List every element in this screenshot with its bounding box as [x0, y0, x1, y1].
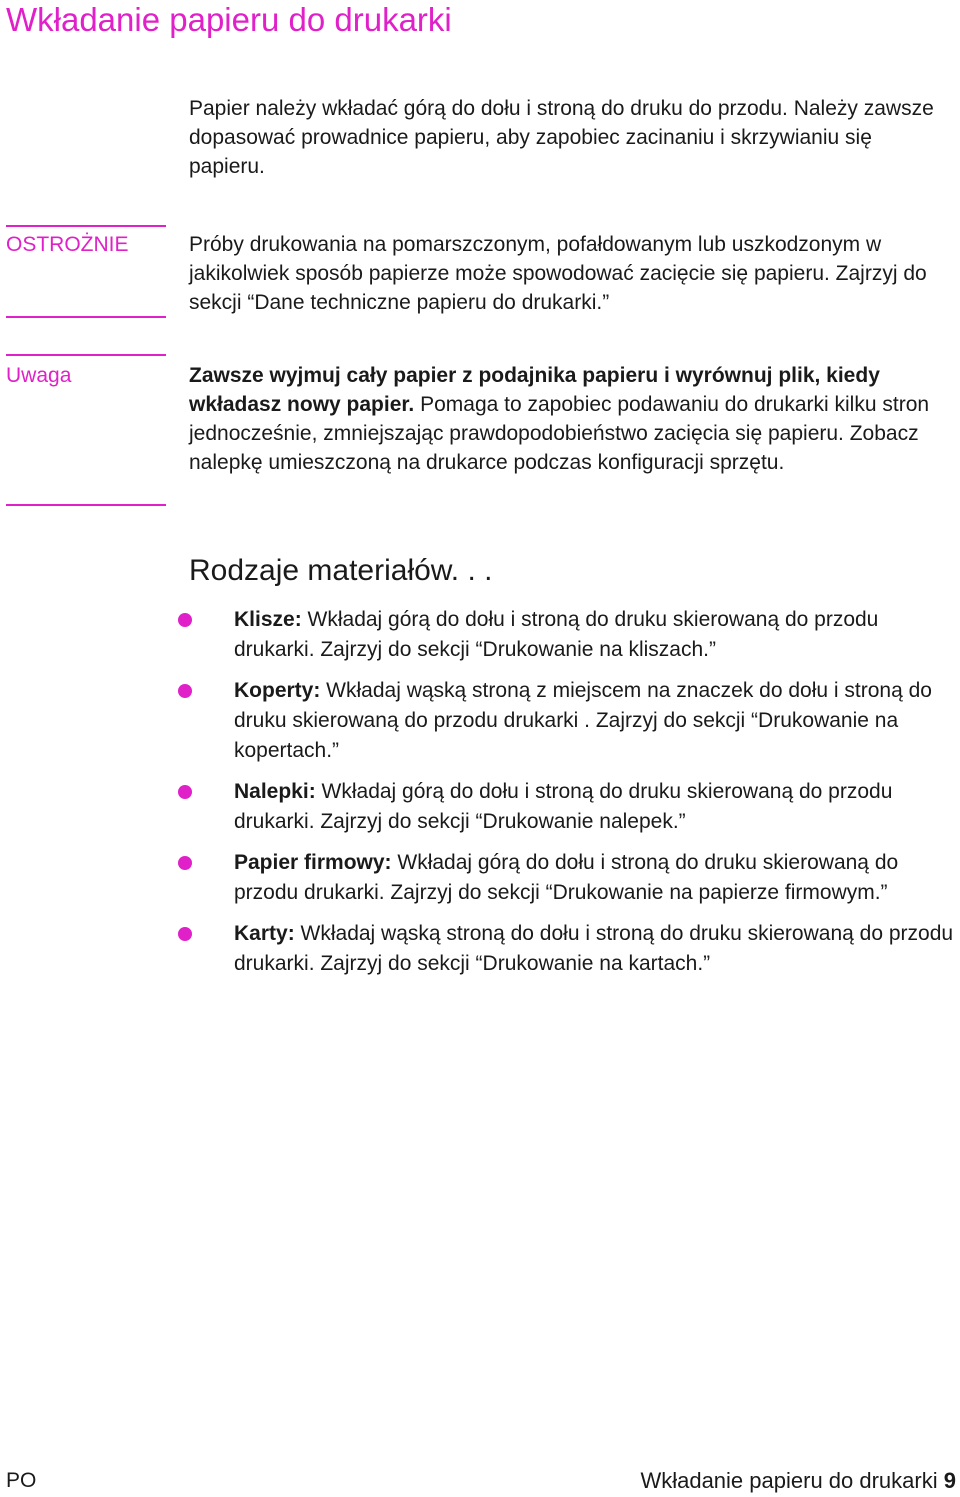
list-item-term: Nalepki: [234, 780, 316, 803]
intro-paragraph: Papier należy wkładać górą do dołu i stroną do druku do przodu. Należy zawsze dopasować prowadnice papieru, aby zapobiec zacinaniu i skrzywianiu się papieru. [189, 97, 934, 178]
note-top-rule [6, 354, 166, 356]
footer-language-code: PO [6, 1469, 37, 1492]
list-item-term: Klisze: [234, 608, 302, 631]
list-item-klisze [178, 605, 958, 665]
footer-page-info [640, 1467, 956, 1495]
list-item-text: Wkładaj górą do dołu i stroną do druku skierowaną do przodu drukarki. Zajrzyj do sekcji “Drukowanie nalepek.” [234, 780, 893, 833]
list-item-papier-firmowy [178, 848, 958, 908]
bullet-icon [178, 613, 192, 627]
footer-chapter-title: Wkładanie papieru do drukarki [640, 1468, 938, 1493]
caution-bottom-rule [6, 316, 166, 318]
caution-top-rule [6, 225, 166, 227]
caution-label: OSTROŻNIE [6, 233, 129, 256]
list-item-koperty [178, 676, 958, 766]
list-item-text: Wkładaj górą do dołu i stroną do druku skierowaną do przodu drukarki. Zajrzyj do sekcji “Drukowanie na papierze firmowym.” [234, 851, 899, 904]
list-item-term: Papier firmowy: [234, 851, 392, 874]
caution-text: Próby drukowania na pomarszczonym, pofałdowanym lub uszkodzonym w jakikolwiek sposób papierze może spowodować zacięcie się papieru. Zajrzyj do sekcji “Dane techniczne papieru do drukarki.” [189, 233, 927, 314]
note-bottom-rule [6, 504, 166, 506]
note-body-text: Pomaga to zapobiec podawaniu do drukarki kilku stron jednocześnie, zmniejszając prawdopodobieństwo zacięcia się papieru. Zobacz nalepkę umieszczoną na drukarce podczas konfiguracji sprzętu. [189, 393, 930, 474]
note-bold-text: Zawsze wyjmuj cały papier z podajnika papieru i wyrównuj plik, kiedy wkładasz nowy papier. [189, 364, 880, 416]
list-item-text: Wkładaj górą do dołu i stroną do druku skierowaną do przodu drukarki. Zajrzyj do sekcji “Drukowanie na kliszach.” [234, 608, 879, 661]
page-number: 9 [943, 1468, 956, 1493]
note-label: Uwaga [6, 364, 72, 387]
list-item-term: Koperty: [234, 679, 321, 702]
section-heading: Rodzaje materiałów. . . [189, 554, 493, 587]
note-text [189, 361, 959, 477]
media-types-list [178, 605, 958, 990]
list-item-term: Karty: [234, 922, 295, 945]
list-item-karty [178, 919, 958, 979]
list-item-text: Wkładaj wąską stroną z miejscem na znaczek do dołu i stroną do druku skierowaną do przodu drukarki . Zajrzyj do sekcji “Drukowanie na kopertach.” [234, 679, 932, 762]
page-title: Wkładanie papieru do drukarki [6, 1, 452, 38]
list-item-text: Wkładaj wąską stroną do dołu i stroną do druku skierowaną do przodu drukarki. Zajrzyj do sekcji “Drukowanie na kartach.” [234, 922, 954, 975]
bullet-icon [178, 856, 192, 870]
bullet-icon [178, 684, 192, 698]
bullet-icon [178, 927, 192, 941]
bullet-icon [178, 785, 192, 799]
list-item-nalepki [178, 777, 958, 837]
